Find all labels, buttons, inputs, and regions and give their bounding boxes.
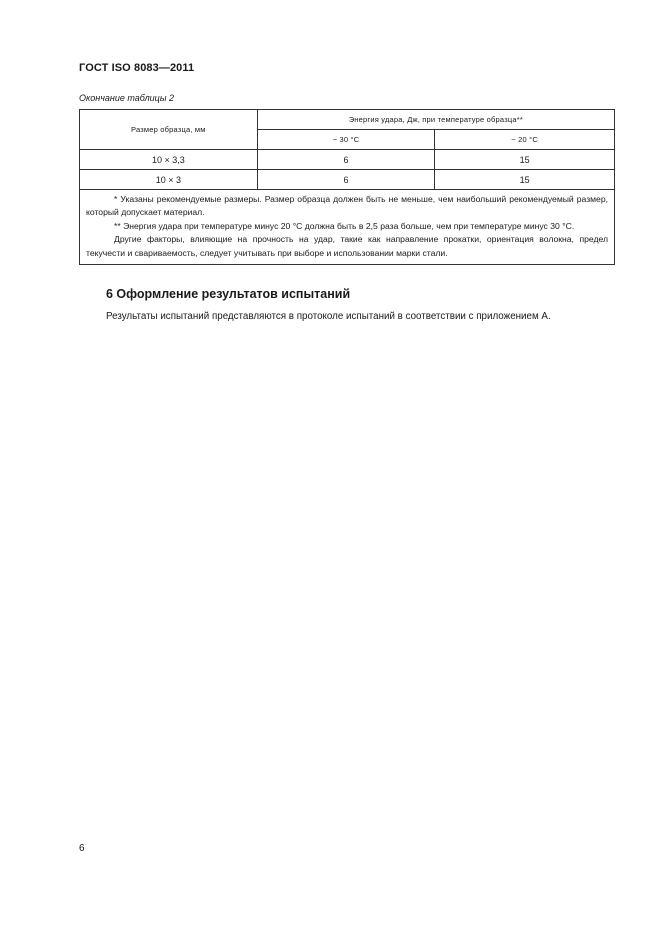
table-row	[80, 170, 615, 190]
page-number: 6	[79, 843, 85, 854]
table-caption: Окончание таблицы 2	[79, 93, 174, 103]
cell-sample-size: 10 × 3	[80, 170, 258, 190]
section-paragraph: Результаты испытаний представляются в протоколе испытаний в соответствии с приложением А.	[106, 311, 551, 322]
header-temp-minus-30: − 30 °С	[257, 130, 435, 150]
cell-energy-minus-30: 6	[257, 150, 435, 170]
table-row	[80, 150, 615, 170]
cell-energy-minus-20: 15	[435, 150, 615, 170]
cell-energy-minus-30: 6	[257, 170, 435, 190]
section-heading: 6 Оформление результатов испытаний	[106, 287, 351, 301]
note-energy-ratio: ** Энергия удара при температуре минус 20 °С должна быть в 2,5 раза больше, чем при температуре минус 30 °С.	[114, 220, 575, 231]
note-recommended-sizes: * Указаны рекомендуемые размеры. Размер образца должен быть не меньше, чем наибольший рекомендуемый размер, который допускает материал.	[86, 194, 608, 218]
header-sample-size: Размер образца, мм	[80, 110, 258, 150]
cell-energy-minus-20: 15	[435, 170, 615, 190]
cell-sample-size: 10 × 3,3	[80, 150, 258, 170]
table-notes	[80, 190, 615, 265]
header-temp-minus-20: − 20 °С	[435, 130, 615, 150]
header-impact-energy: Энергия удара, Дж, при температуре образца**	[257, 110, 614, 130]
note-other-factors: Другие факторы, влияющие на прочность на удар, такие как направление прокатки, ориентация волокна, предел текучести и свариваемость, следует учитывать при выборе и использовании марки стали.	[86, 234, 608, 258]
document-designation: ГОСТ ISO 8083—2011	[79, 62, 195, 74]
impact-energy-table	[79, 109, 615, 265]
